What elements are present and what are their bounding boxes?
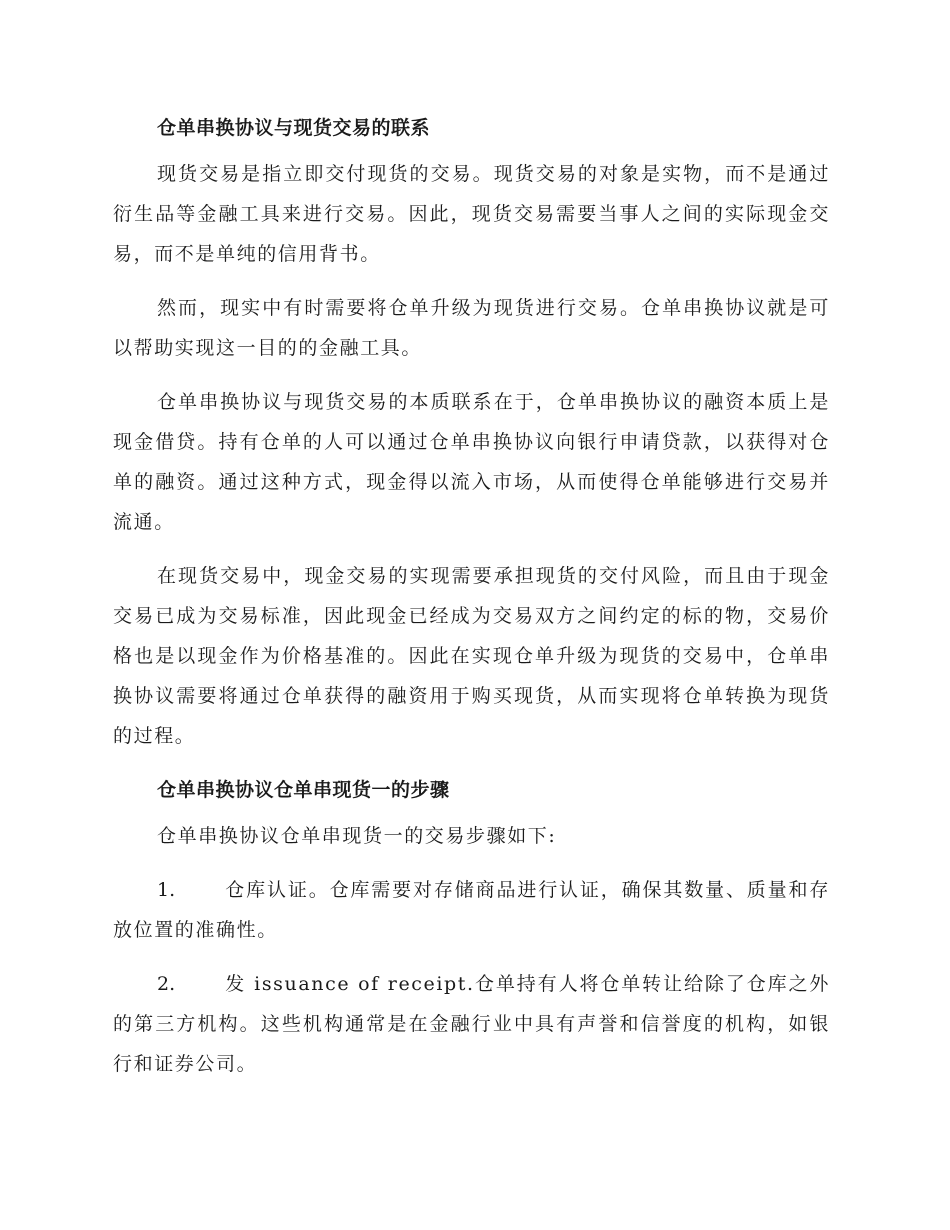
paragraph: 仓单串换协议与现货交易的本质联系在于，仓单串换协议的融资本质上是现金借贷。持有仓单的人可以通过仓单串换协议向银行申请贷款，以获得对仓单的融资。通过这种方式，现金得以流入市场，从而使得仓单能够进行交易并流通。	[113, 391, 830, 533]
list-item-number: 1.	[157, 879, 176, 901]
document-body	[113, 108, 830, 1098]
list-item	[113, 870, 830, 950]
paragraph: 现货交易是指立即交付现货的交易。现货交易的对象是实物，而不是通过衍生品等金融工具来进行交易。因此，现货交易需要当事人之间的实际现金交易，而不是单纯的信用背书。	[113, 163, 830, 265]
section-heading-relationship: 仓单串换协议与现货交易的联系	[157, 117, 431, 139]
steps-intro: 仓单串换协议仓单串现货一的交易步骤如下:	[157, 825, 557, 847]
list-item-text: 仓库认证。仓库需要对存储商品进行认证，确保其数量、质量和存放位置的准确性。	[113, 879, 830, 941]
paragraph: 然而，现实中有时需要将仓单升级为现货进行交易。仓单串换协议就是可以帮助实现这一目的的金融工具。	[113, 297, 830, 359]
list-item-text: 发 issuance of receipt.仓单持有人将仓单转让给除了仓库之外的第三方机构。这些机构通常是在金融行业中具有声誉和信誉度的机构，如银行和证券公司。	[113, 973, 830, 1075]
list-item-number: 2.	[157, 973, 176, 995]
list-item	[113, 964, 830, 1084]
section-heading-steps: 仓单串换协议仓单串现货一的步骤	[157, 779, 450, 801]
paragraph: 在现货交易中，现金交易的实现需要承担现货的交付风险，而且由于现金交易已成为交易标准，因此现金已经成为交易双方之间约定的标的物，交易价格也是以现金作为价格基准的。因此在实现仓单升级为现货的交易中，仓单串换协议需要将通过仓单获得的融资用于购买现货，从而实现将仓单转换为现货的过程。	[113, 565, 830, 747]
